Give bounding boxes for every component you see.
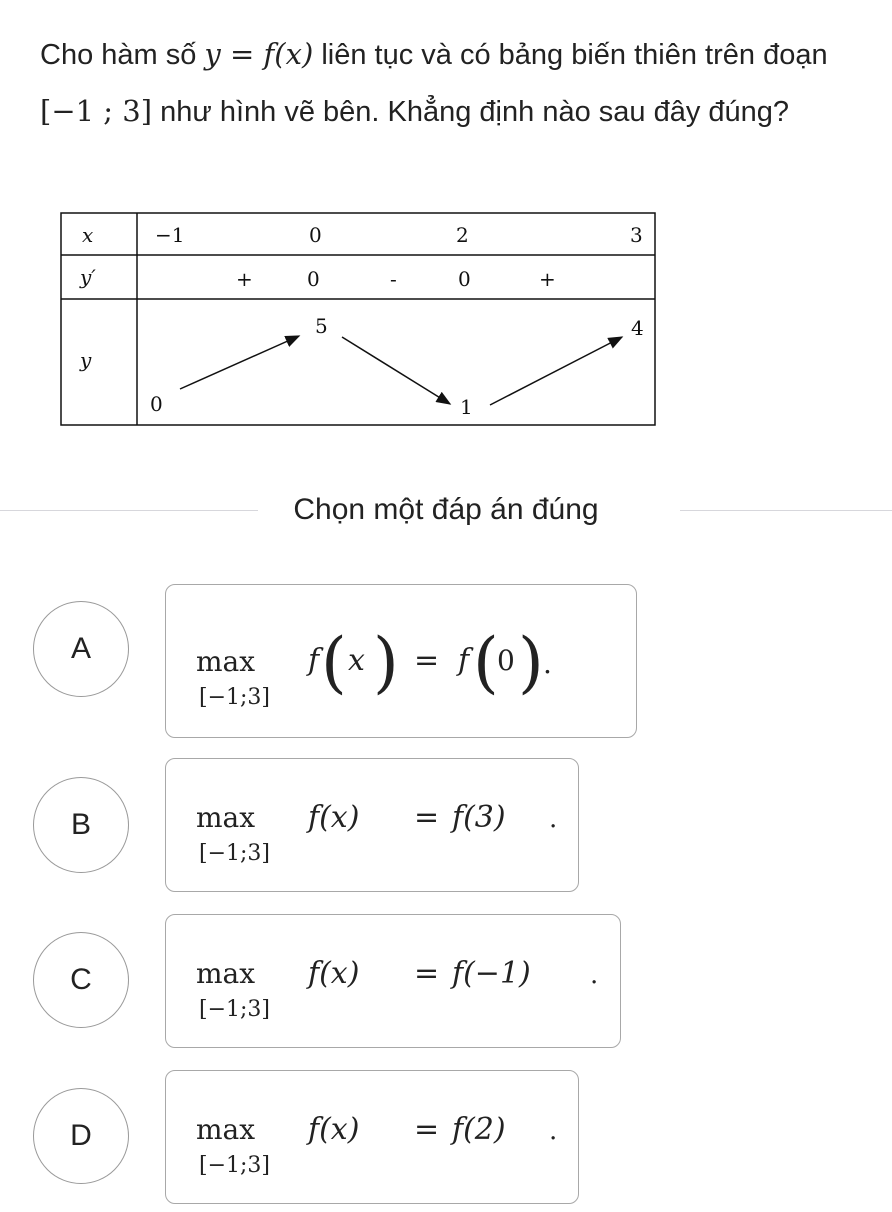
x-value: 0 bbox=[309, 223, 322, 247]
y-value: 1 bbox=[460, 395, 473, 419]
max-operator: max bbox=[196, 1113, 256, 1146]
max-subscript: [−1;3] bbox=[199, 685, 271, 710]
row-label-y-prime: y′ bbox=[80, 265, 96, 289]
option-b-box[interactable] bbox=[165, 758, 579, 892]
max-subscript: [−1;3] bbox=[199, 841, 271, 866]
x-value: 3 bbox=[630, 223, 643, 247]
y-prime-sign: 0 bbox=[307, 267, 320, 291]
x-value: −1 bbox=[155, 223, 185, 247]
rhs-expression: f(2) bbox=[452, 1112, 506, 1147]
y-value: 4 bbox=[631, 316, 644, 340]
y-prime-sign: + bbox=[539, 267, 556, 291]
decreasing-arrow bbox=[342, 337, 450, 404]
option-c-formula bbox=[166, 915, 618, 1050]
option-a-letter[interactable]: A bbox=[33, 601, 129, 697]
variation-table bbox=[60, 212, 656, 426]
max-subscript: [−1;3] bbox=[199, 997, 271, 1022]
option-c-letter[interactable]: C bbox=[33, 932, 129, 1028]
max-operator: max bbox=[196, 957, 256, 990]
option-d-formula bbox=[166, 1071, 576, 1206]
svg-text:(: ( bbox=[473, 624, 499, 701]
increasing-arrow-2 bbox=[490, 337, 622, 405]
x-value: 2 bbox=[456, 223, 469, 247]
lhs-expression: f(x) bbox=[308, 956, 360, 991]
svg-text:): ) bbox=[373, 624, 399, 701]
row-label-y: y bbox=[80, 348, 92, 372]
svg-text:(: ( bbox=[321, 624, 347, 701]
svg-text:f: f bbox=[308, 643, 320, 678]
question-part-1: Cho hàm số bbox=[40, 39, 205, 71]
option-a-formula bbox=[166, 585, 636, 740]
option-d[interactable] bbox=[0, 1070, 892, 1204]
option-c[interactable] bbox=[0, 914, 892, 1048]
max-operator: max bbox=[196, 801, 256, 834]
y-prime-sign: - bbox=[390, 267, 397, 291]
equals-sign: = bbox=[414, 643, 440, 678]
max-operator: max bbox=[196, 645, 256, 678]
end-period: . bbox=[543, 647, 552, 680]
option-d-box[interactable] bbox=[165, 1070, 579, 1204]
max-subscript: [−1;3] bbox=[199, 1153, 271, 1178]
option-b-formula bbox=[166, 759, 576, 894]
y-prime-sign: 0 bbox=[458, 267, 471, 291]
y-prime-sign: + bbox=[236, 267, 253, 291]
lhs-expression: f(x) bbox=[308, 800, 360, 835]
option-a-box[interactable] bbox=[165, 584, 637, 738]
option-b[interactable] bbox=[0, 758, 892, 892]
answer-divider bbox=[0, 488, 892, 532]
y-value: 0 bbox=[150, 392, 163, 416]
question-function: y = f(x) bbox=[204, 37, 314, 71]
option-a[interactable] bbox=[0, 584, 892, 738]
rhs-expression: f(3) bbox=[452, 800, 506, 835]
option-d-letter[interactable]: D bbox=[33, 1088, 129, 1184]
question-text bbox=[40, 26, 870, 140]
y-value: 5 bbox=[315, 314, 328, 338]
variation-table-graphic bbox=[60, 212, 656, 426]
option-c-box[interactable] bbox=[165, 914, 621, 1048]
row-label-x: x bbox=[82, 223, 94, 247]
end-period: . bbox=[590, 960, 599, 990]
end-period: . bbox=[549, 1116, 558, 1146]
svg-text:x: x bbox=[348, 643, 365, 678]
equals-sign: = bbox=[414, 1112, 440, 1147]
option-b-letter[interactable]: B bbox=[33, 777, 129, 873]
svg-text:f: f bbox=[458, 643, 470, 678]
equals-sign: = bbox=[414, 956, 440, 991]
end-period: . bbox=[549, 804, 558, 834]
lhs-expression: f(x) bbox=[308, 1112, 360, 1147]
question-part-3: như hình vẽ bên. Khẳng định nào sau đây đúng? bbox=[152, 96, 790, 128]
svg-text:0: 0 bbox=[497, 644, 515, 677]
question-interval: [−1 ; 3] bbox=[40, 94, 153, 128]
question-part-2: liên tục và có bảng biến thiên trên đoạn bbox=[313, 39, 828, 71]
svg-text:): ) bbox=[518, 624, 544, 701]
rhs-expression: f(−1) bbox=[452, 956, 531, 991]
increasing-arrow-1 bbox=[180, 336, 299, 389]
equals-sign: = bbox=[414, 800, 440, 835]
instruction-label: Chọn một đáp án đúng bbox=[293, 493, 599, 526]
